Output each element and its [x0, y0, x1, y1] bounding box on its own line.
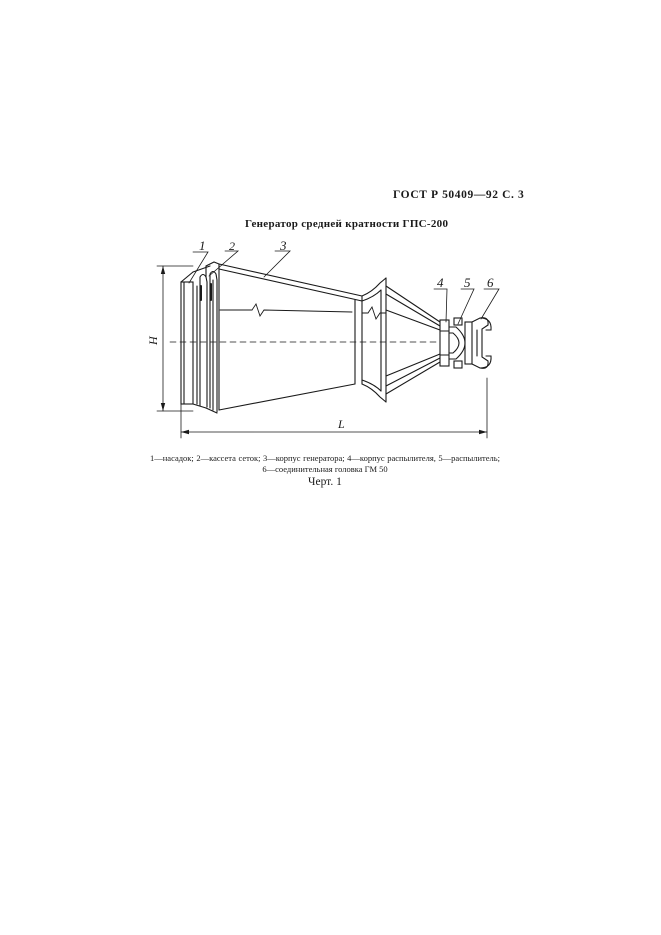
- label-part-5: 5: [464, 275, 471, 290]
- part-mesh-cassette: [197, 262, 219, 412]
- label-dim-h: H: [146, 336, 160, 345]
- figure-title: Генератор средней кратности ГПС-200: [245, 218, 449, 230]
- running-header: ГОСТ Р 50409—92 С. 3: [393, 189, 525, 201]
- part-sprayer: [449, 318, 465, 368]
- part-sprayer-body: [440, 320, 449, 366]
- sprayer-struts: [386, 286, 440, 394]
- label-dim-l: L: [338, 417, 345, 431]
- part-coupling-head: [465, 318, 491, 369]
- figure-number: Черт. 1: [308, 476, 342, 488]
- dimension-h: [157, 266, 193, 411]
- label-part-1: 1: [199, 238, 206, 253]
- generator-drawing: [140, 232, 520, 444]
- label-part-3: 3: [280, 238, 287, 253]
- label-part-6: 6: [487, 275, 494, 290]
- part-generator-body: [219, 264, 386, 410]
- figure-caption: 1—насадок; 2—кассета сеток; 3—корпус генератора; 4—корпус распылителя, 5—распылитель; 6—соединительная головка ГМ 50: [150, 453, 500, 474]
- label-part-2: 2: [229, 239, 235, 253]
- label-part-4: 4: [437, 275, 444, 290]
- leader-lines: [189, 251, 499, 324]
